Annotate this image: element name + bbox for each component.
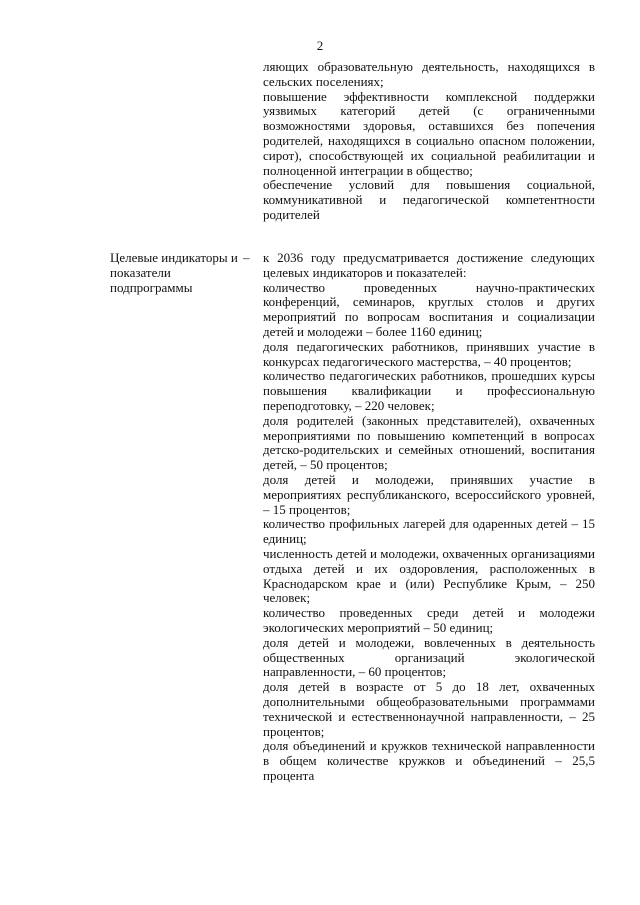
- page-number: 2: [316, 38, 324, 53]
- indicator-paragraph: доля детей в возрасте от 5 до 18 лет, охваченных дополнительными общеобразовательными программами технической и естественнонаучной направленности, – 25 процентов;: [263, 679, 595, 739]
- indicator-paragraph: доля детей и молодежи, принявших участие в мероприятиях республиканского, всероссийского уровней, – 15 процентов;: [263, 471, 595, 517]
- indicator-paragraph: к 2036 году предусматривается достижение следующих целевых индикаторов и показателей:: [263, 250, 595, 280]
- indicator-paragraph: количество проведенных среди детей и молодежи экологических мероприятий – 50 единиц;: [263, 605, 595, 635]
- indicator-paragraph: количество педагогических работников, прошедших курсы повышения квалификации и профессиональную переподготовку, – 220 человек;: [263, 368, 595, 413]
- top-paragraphs: [263, 60, 595, 223]
- indicator-paragraph: доля родителей (законных представителей), охваченных мероприятиями по повышению компетенций в вопросах детско-родительских и семейных отношений, воспитания детей, – 50 процентов;: [263, 412, 595, 473]
- indicator-paragraph: доля педагогических работников, принявших участие в конкурсах педагогического мастерства, – 40 процентов;: [263, 338, 595, 369]
- row-label-dash: –: [243, 250, 250, 265]
- indicator-paragraph: численность детей и молодежи, охваченных организациями отдыха детей и их оздоровления, расположенных в Краснодарском крае и (или) Республике Крым, – 250 человек;: [263, 545, 595, 606]
- indicators-row-label: [110, 251, 260, 295]
- indicator-paragraph: доля объединений и кружков технической направленности в общем количестве кружков и объединений – 25,5 процента: [263, 738, 595, 783]
- paragraph: повышение эффективности комплексной поддержки уязвимых категорий детей (с ограниченными возможностями здоровья, оставшихся без попечения родителей, находящихся в социально опасном положении, сирот), способствующей их социальной реабилитации и полноценной интеграции в общество;: [263, 88, 595, 178]
- indicators-list: [263, 251, 595, 784]
- indicator-paragraph: доля детей и молодежи, вовлеченных в деятельность общественных организаций экологической направленности, – 60 процентов;: [263, 634, 595, 680]
- indicator-paragraph: количество профильных лагерей для одаренных детей – 15 единиц;: [263, 516, 595, 547]
- paragraph: ляющих образовательную деятельность, находящихся в сельских поселениях;: [263, 59, 595, 89]
- paragraph: обеспечение условий для повышения социальной, коммуникативной и педагогической компетентности родителей: [263, 177, 595, 222]
- row-label-text: Целевые индикаторы и показатели подпрограммы: [110, 250, 238, 295]
- indicator-paragraph: количество проведенных научно-практических конференций, семинаров, круглых столов и других мероприятий по вопросам воспитания и социализации детей и молодежи – более 1160 единиц;: [263, 279, 595, 339]
